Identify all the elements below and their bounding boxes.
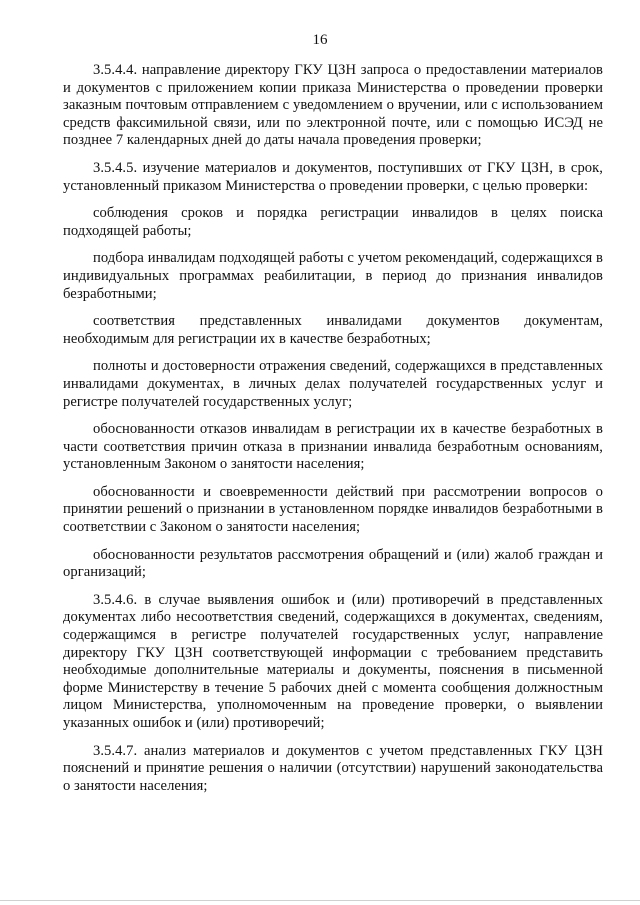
list-item-document-compliance: соответствия представленных инвалидами документов документам, необходимым для регистрации их в качестве безработных;: [63, 313, 603, 347]
page-number: 16: [312, 32, 328, 48]
list-item-job-selection: подбора инвалидам подходящей работы с учетом рекомендаций, содержащихся в индивидуальных программах реабилитации, в период до признания инвалидов безработными;: [63, 250, 603, 302]
paragraph-3-5-4-6: 3.5.4.6. в случае выявления ошибок и (или) противоречий в представленных документах либо несоответствия сведений, содержащихся в документах, сведениям, содержащимся в регистре получателей государственных услуг, направление директору ГКУ ЦЗН соответствующей информации с требованием представить необходимые дополнительные материалы и документы, пояснения в письменной форме Министерству в течение 5 рабочих дней с момента сообщения должностным лицом Министерства, уполномоченным на проведение проверки, о выявлении указанных ошибок и (или) противоречий;: [63, 591, 603, 731]
list-item-data-completeness: полноты и достоверности отражения сведений, содержащихся в представленных инвалидами документах, в личных делах получателей государственных услуг и регистре получателей государственных услуг;: [63, 358, 603, 410]
paragraph-3-5-4-5: 3.5.4.5. изучение материалов и документов, поступивших от ГКУ ЦЗН, в срок, установленный приказом Министерства о проведении проверки, с целью проверки:: [63, 159, 603, 194]
document-body: [63, 62, 603, 805]
paragraph-3-5-4-4: 3.5.4.4. направление директору ГКУ ЦЗН запроса о предоставлении материалов и документов с приложением копии приказа Министерства о проведении проверки заказным почтовым отправлением с уведомлением о вручении, или с использованием средств факсимильной связи, или по электронной почте, или с помощью ИСЭД не позднее 7 календарных дней до даты начала проведения проверки;: [63, 62, 603, 149]
list-item-registration-terms: соблюдения сроков и порядка регистрации инвалидов в целях поиска подходящей работы;: [63, 205, 603, 239]
page-bottom-edge: [0, 900, 640, 901]
list-item-action-timeliness: обоснованности и своевременности действий при рассмотрении вопросов о принятии решений о признании в установленном порядке инвалидов безработными в соответствии с Законом о занятости населения;: [63, 483, 603, 536]
list-item-refusal-validity: обоснованности отказов инвалидам в регистрации их в качестве безработных в части соответствия причин отказа в признании инвалида безработным основаниям, установленным Законом о занятости населения;: [63, 421, 603, 473]
list-item-complaints-review: обоснованности результатов рассмотрения обращений и (или) жалоб граждан и организаций;: [63, 546, 603, 581]
paragraph-3-5-4-7: 3.5.4.7. анализ материалов и документов с учетом представленных ГКУ ЦЗН пояснений и принятие решения о наличии (отсутствии) нарушений законодательства о занятости населения;: [63, 742, 603, 794]
